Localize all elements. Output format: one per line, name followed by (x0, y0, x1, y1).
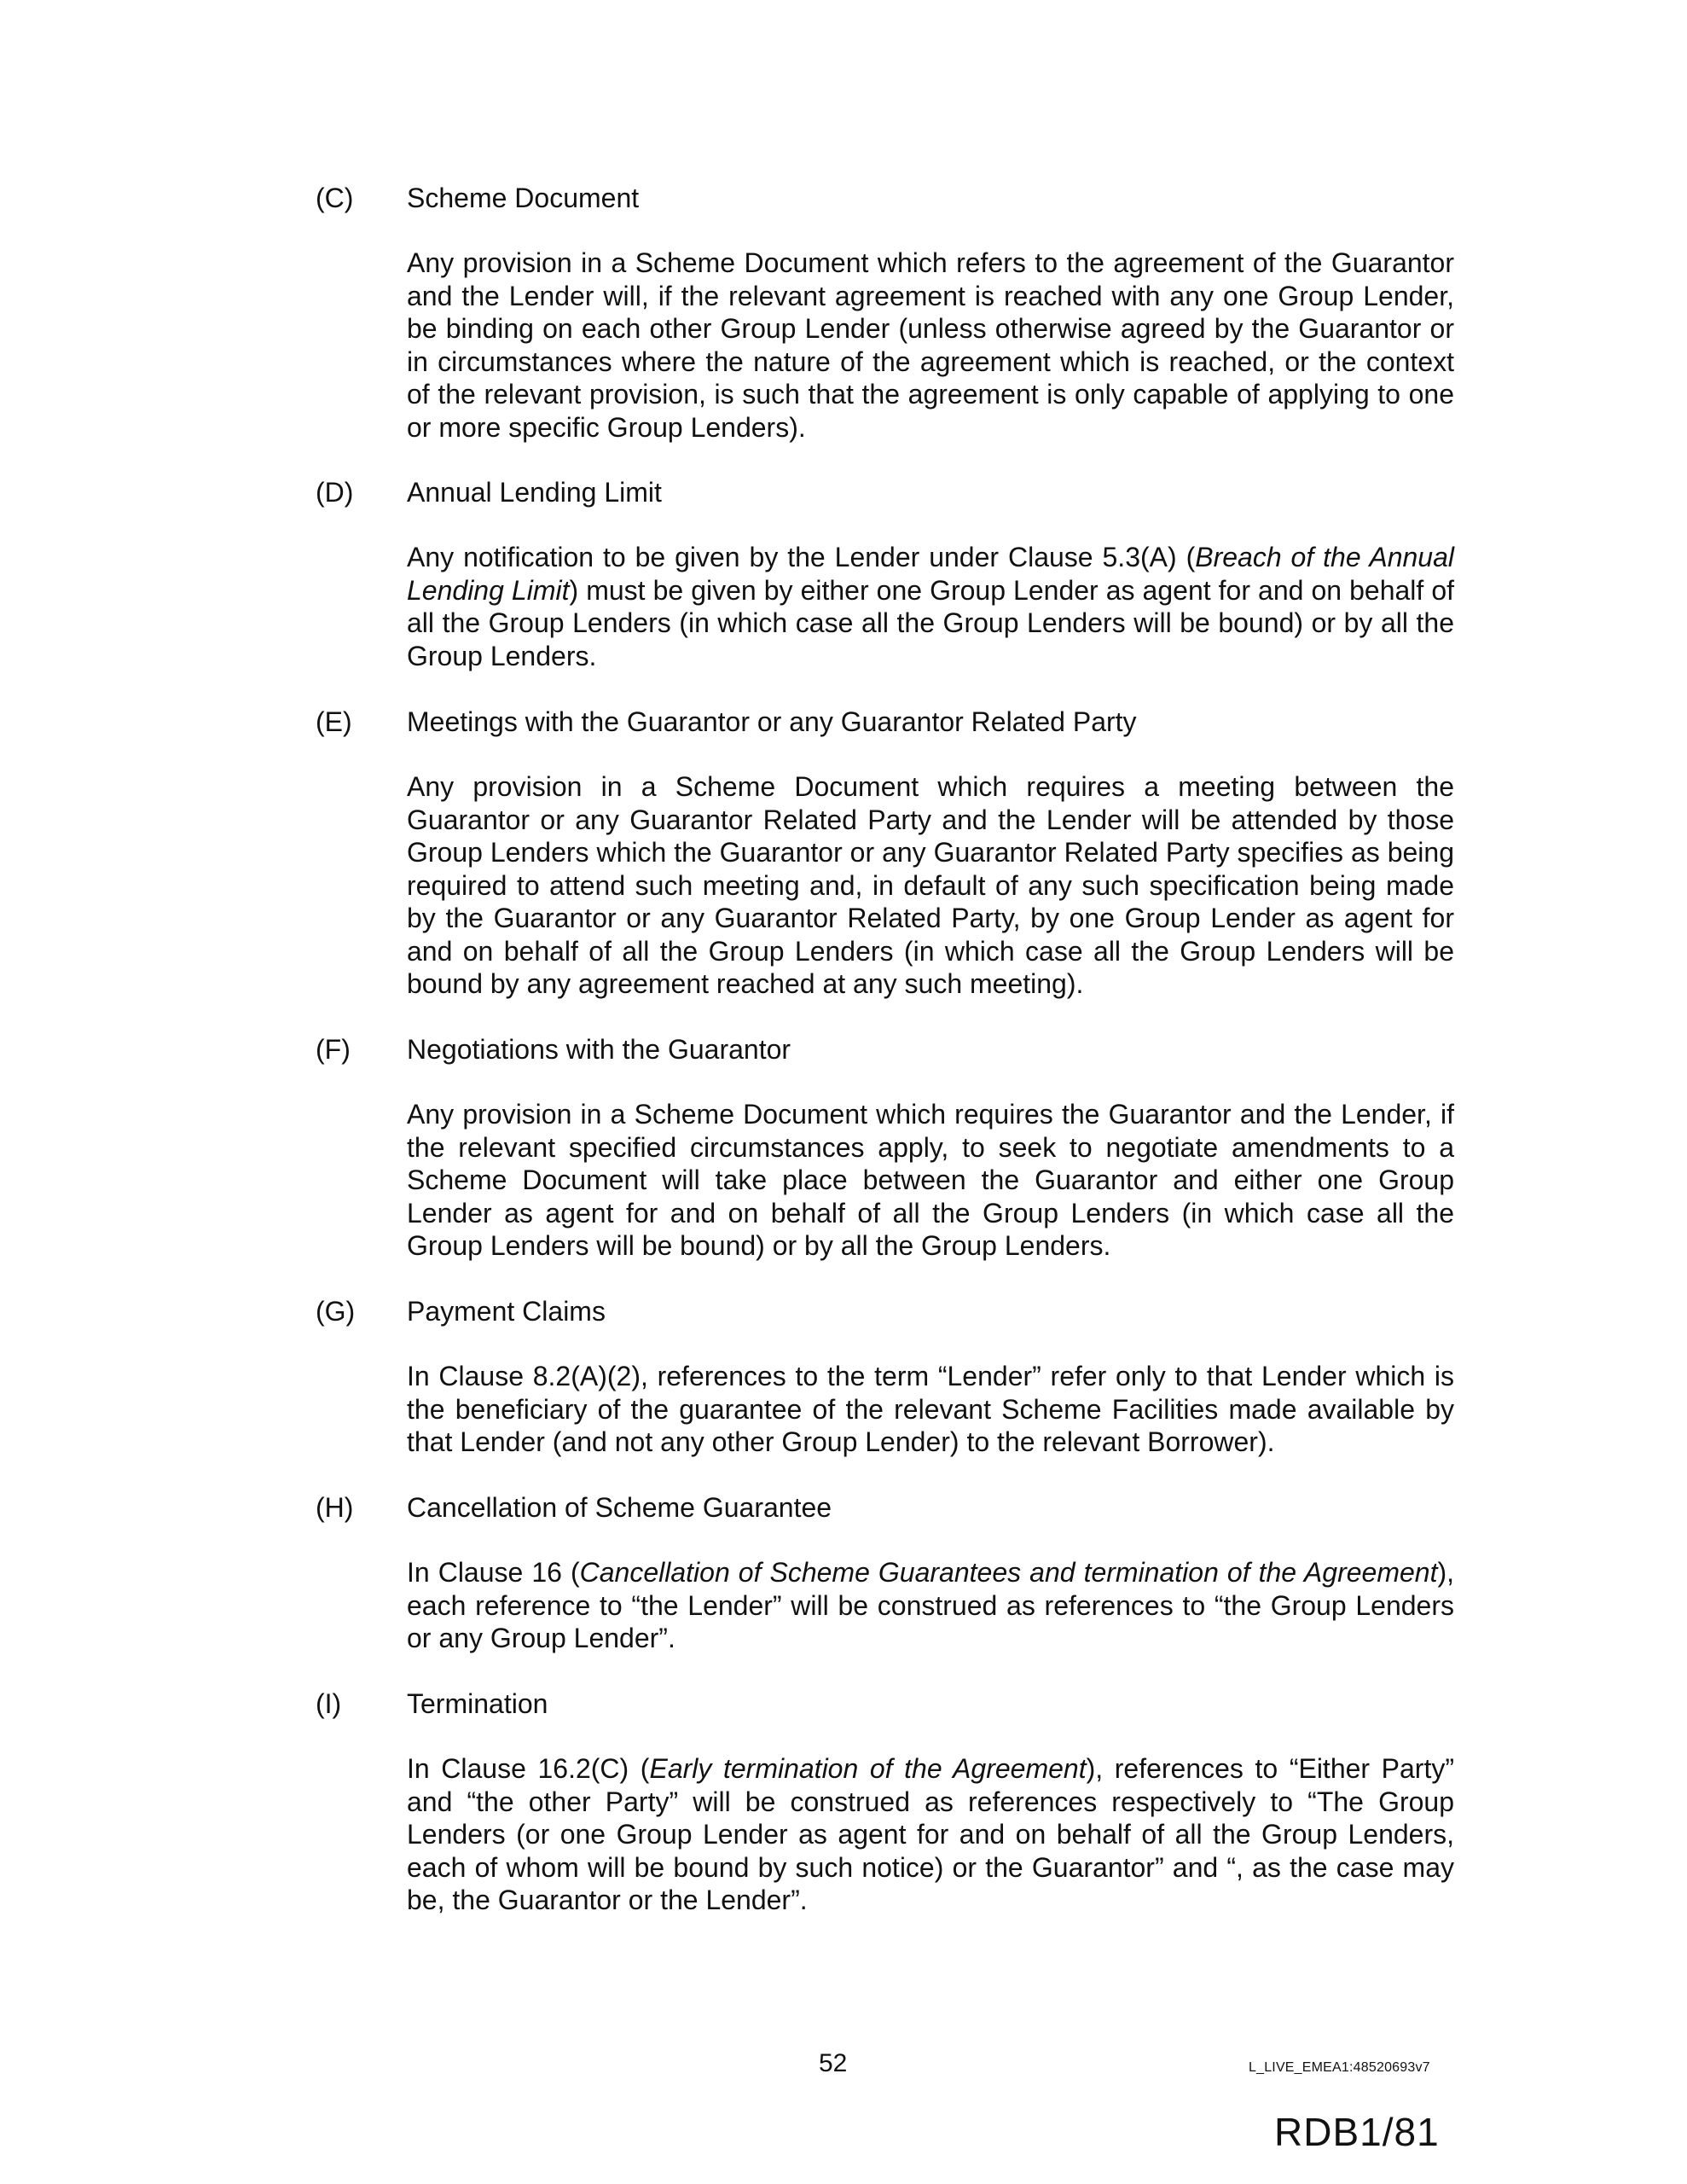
clause-title: Breach of the Annual Lending Limit (407, 542, 1454, 606)
body-text: In Clause 16.2(C) ( (407, 1753, 650, 1784)
section-marker: (I) (316, 1688, 342, 1719)
section-body (407, 541, 1454, 672)
section-body (407, 1752, 1454, 1917)
section-body: Any provision in a Scheme Document which requires the Guarantor and the Lender, if the relevant specified circumstances apply, to seek to negotiate amendments to a Scheme Document will take place between the Guarantor and either one Group Lender as agent for and on behalf of all the Group Lenders (in which case all the Group Lenders will be bound) or by all the Group Lenders. (407, 1099, 1454, 1261)
section-heading: Payment Claims (407, 1296, 606, 1327)
body-text: ), references to “Either Party” and “the other Party” will be construed as references respectively to “The Group Lenders (or one Group Lender as agent for and on behalf of all the Group Lenders, each of whom will be bound by such notice) or the Guarantor” and “, as the case may be, the Guarantor or the Lender”. (407, 1753, 1455, 1915)
bundle-stamp: RDB1/81 (1274, 2110, 1440, 2154)
clause-title: Cancellation of Scheme Guarantees and termination of the Agreement (579, 1557, 1438, 1588)
clause-title: Early termination of the Agreement (649, 1753, 1087, 1784)
body-text: ), each reference to “the Lender” will be construed as references to “the Group Lenders or any Group Lender”. (407, 1557, 1455, 1653)
page-number: 52 (819, 2049, 848, 2077)
section-marker: (F) (316, 1034, 351, 1065)
section-body: Any provision in a Scheme Document which refers to the agreement of the Guarantor and the Lender will, if the relevant agreement is reached with any one Group Lender, be binding on each other Group Lender (unless otherwise agreed by the Guarantor or in circumstances where the nature of the agreement which is reached, or the context of the relevant provision, is such that the agreement is only capable of applying to one or more specific Group Lenders). (407, 247, 1454, 443)
section-heading: Scheme Document (407, 183, 640, 213)
section-marker: (D) (316, 477, 354, 508)
section-marker: (C) (316, 183, 354, 213)
body-text: Any notification to be given by the Lender under Clause 5.3(A) ( (407, 542, 1196, 572)
section-marker: (E) (316, 706, 352, 737)
section-marker: (G) (316, 1296, 356, 1327)
section-heading: Negotiations with the Guarantor (407, 1034, 791, 1065)
section-marker: (H) (316, 1492, 354, 1523)
body-text: In Clause 16 ( (407, 1557, 580, 1588)
document-reference: L_LIVE_EMEA1:48520693v7 (1249, 2060, 1430, 2075)
section-heading: Cancellation of Scheme Guarantee (407, 1492, 832, 1523)
section-body (407, 1556, 1454, 1655)
section-body: In Clause 8.2(A)(2), references to the term “Lender” refer only to that Lender which is the beneficiary of the guarantee of the relevant Scheme Facilities made available by that Lender (and not any other Group Lender) to the relevant Borrower). (407, 1361, 1454, 1457)
section-body: Any provision in a Scheme Document which requires a meeting between the Guarantor or any Guarantor Related Party and the Lender will be attended by those Group Lenders which the Guarantor or any Guarantor Related Party specifies as being required to attend such meeting and, in default of any such specification being made by the Guarantor or any Guarantor Related Party, by one Group Lender as agent for and on behalf of all the Group Lenders (in which case all the Group Lenders will be bound by any agreement reached at any such meeting). (407, 771, 1454, 999)
section-heading: Annual Lending Limit (407, 477, 662, 508)
section-heading: Meetings with the Guarantor or any Guarantor Related Party (407, 706, 1137, 737)
body-text: ) must be given by either one Group Lender as agent for and on behalf of all the Group Lenders (in which case all the Group Lenders will be bound) or by all the Group Lenders. (407, 574, 1455, 671)
section-heading: Termination (407, 1688, 548, 1719)
